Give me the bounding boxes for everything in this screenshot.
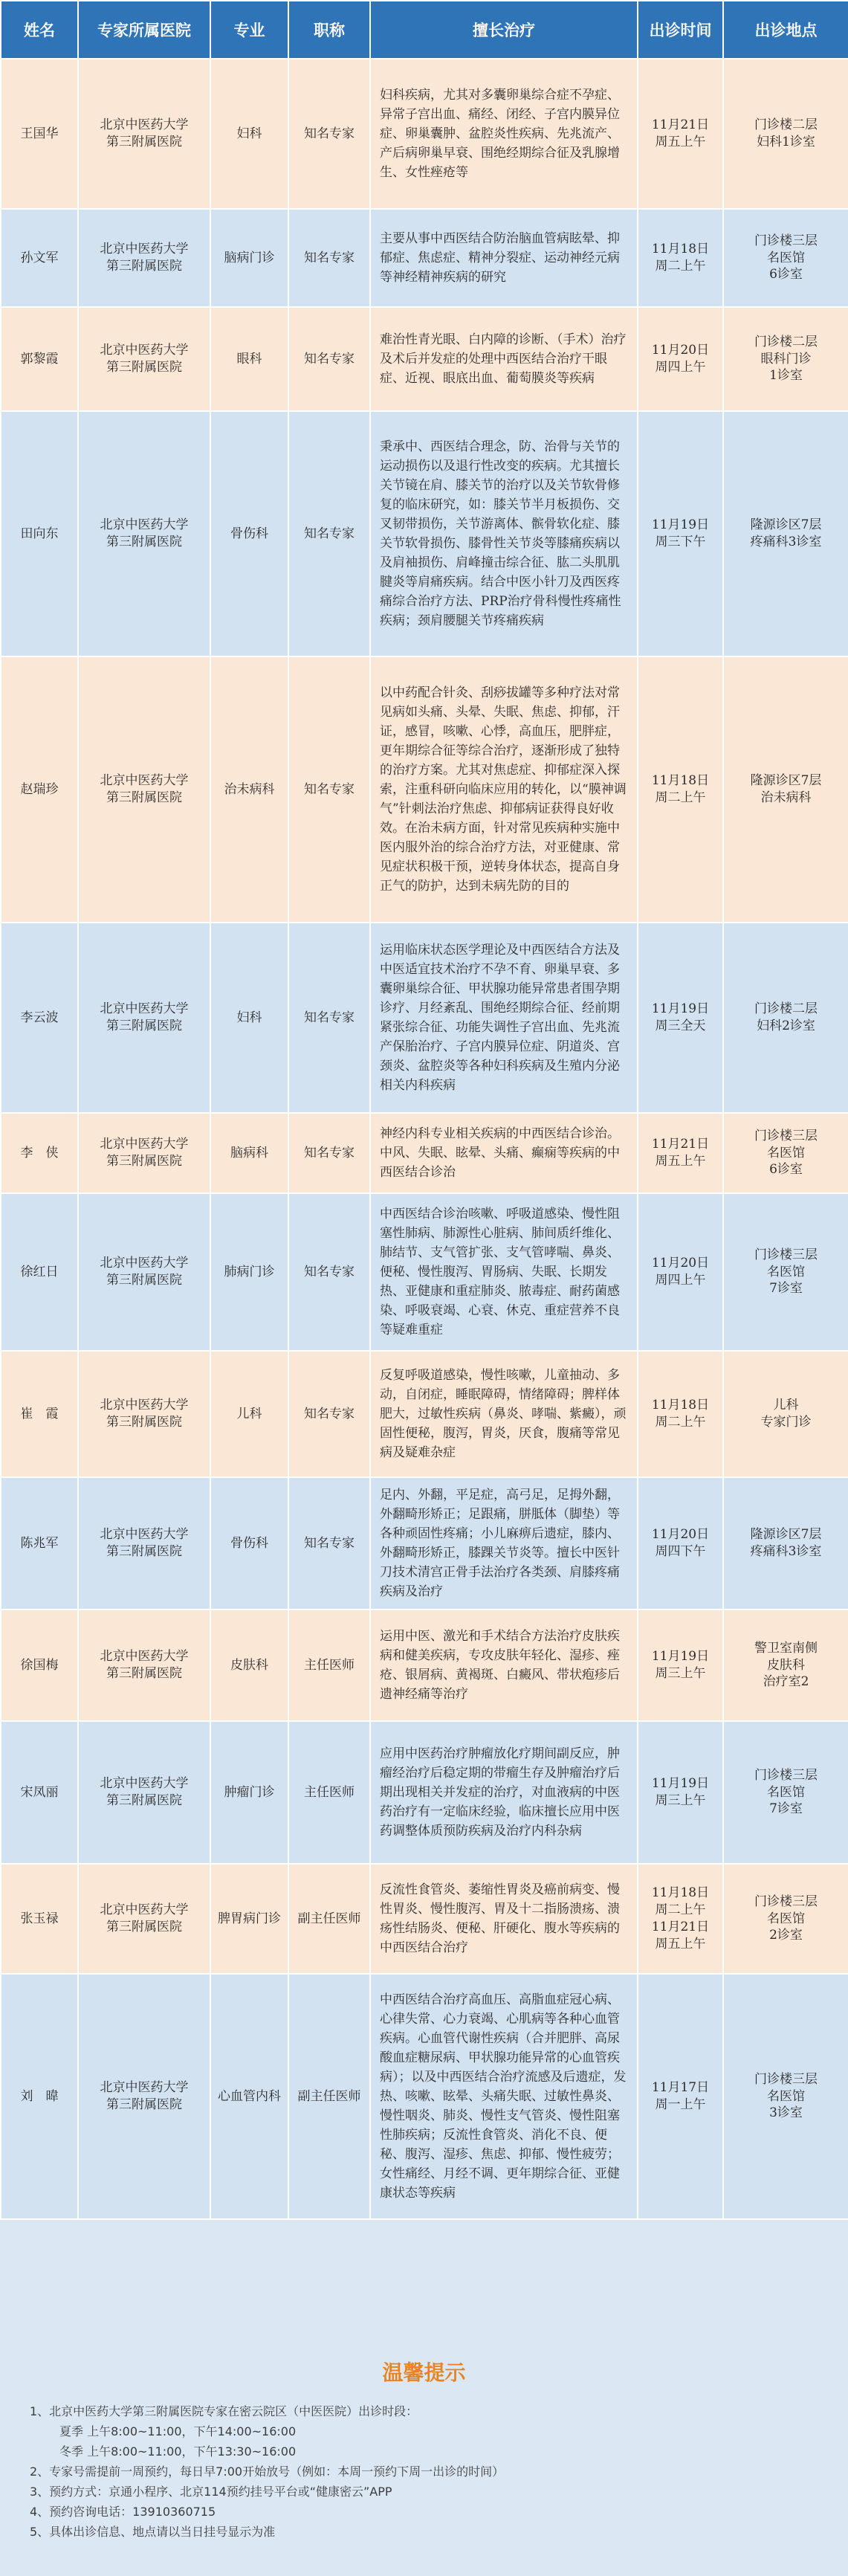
specialty: 中西医结合治疗高血压、高脂血症冠心病、心律失常、心力衰竭、心肌病等各种心血管疾病。心血管代谢性疾病（合并肥胖、高尿酸血症糖尿病、甲状腺功能异常的心血管疾病）；以及中西医结合治疗流感及后遗症，发热、咳嗽、眩晕、头痛失眠、过敏性鼻炎、慢性咽炎、肺炎、慢性支气管炎、慢性阻塞性肺疾病；反流性食管炎、消化不良、便秘、腹泻、湿疹、焦虑、抑郁、慢性疲劳；女性痛经、月经不调、更年期综合征、亚健康状态等疾病 xyxy=(370,1974,638,2219)
hospital-line: 第三附属医院 xyxy=(106,1920,182,1934)
clinic-time xyxy=(638,1193,723,1351)
clinic-time xyxy=(638,1610,723,1721)
place-line: 疼痛科3诊室 xyxy=(750,535,822,549)
doctor-title: 主任医师 xyxy=(288,1721,370,1864)
hospital-name xyxy=(78,1113,210,1193)
hospital-name xyxy=(78,923,210,1113)
clinic-time xyxy=(638,1477,723,1610)
hospital-line: 第三附属医院 xyxy=(106,259,182,274)
time-line: 周二上午 xyxy=(655,790,706,805)
hospital-line: 北京中医药大学 xyxy=(100,1001,189,1017)
hospital-line: 第三附属医院 xyxy=(106,1415,182,1430)
specialty: 反流性食管炎、萎缩性胃炎及癌前病变、慢性胃炎、慢性腹泻、胃及十二指肠溃疡、溃疡性结肠炎、便秘、肝硬化、腹水等疾病的中西医结合治疗 xyxy=(370,1864,638,1974)
notice-subitem: 冬季 上午8:00~11:00，下午13:30~16:00 xyxy=(59,2444,297,2459)
clinic-time xyxy=(638,209,723,307)
time-line: 周二上午 xyxy=(655,259,706,274)
time-line: 周三下午 xyxy=(655,535,706,549)
time-line: 周四下午 xyxy=(655,1544,706,1559)
table-row xyxy=(1,1477,848,1610)
hospital-line: 第三附属医院 xyxy=(106,1154,182,1169)
hospital-line: 北京中医药大学 xyxy=(100,773,189,789)
place-line: 隆源诊区7层 xyxy=(750,1527,822,1543)
place-line: 6诊室 xyxy=(769,1162,803,1178)
doctor-title: 主任医师 xyxy=(288,1610,370,1721)
place-line: 门诊楼三层 xyxy=(754,1128,818,1143)
hospital-line: 第三附属医院 xyxy=(106,2097,182,2112)
time-line: 11月21日 xyxy=(651,1137,710,1152)
department: 骨伤科 xyxy=(210,411,288,656)
clinic-time xyxy=(638,59,723,209)
hospital-name xyxy=(78,209,210,307)
department: 脾胃病门诊 xyxy=(210,1864,288,1974)
time-line: 11月19日 xyxy=(651,1776,710,1792)
header-department: 专业 xyxy=(210,1,288,59)
doctor-name: 赵瑞珍 xyxy=(1,656,78,923)
hospital-line: 北京中医药大学 xyxy=(100,517,189,533)
hospital-line: 北京中医药大学 xyxy=(100,117,189,133)
doctor-name: 李 侠 xyxy=(1,1113,78,1193)
doctor-name: 宋凤丽 xyxy=(1,1721,78,1864)
time-line: 11月18日 xyxy=(651,773,710,789)
time-line: 11月18日 xyxy=(651,1885,710,1901)
place-line: 隆源诊区7层 xyxy=(750,517,822,533)
hospital-line: 北京中医药大学 xyxy=(100,242,189,257)
doctor-title: 知名专家 xyxy=(288,411,370,656)
clinic-time xyxy=(638,656,723,923)
table-row xyxy=(1,1610,848,1721)
time-line: 周三上午 xyxy=(655,1666,706,1681)
place-line: 皮肤科 xyxy=(767,1657,805,1673)
specialty: 应用中医药治疗肿瘤放化疗期间副反应，肿瘤经治疗后稳定期的带瘤生存及肿瘤治疗后期出现相关并发症的治疗，对血液病的中医药治疗有一定临床经验，临床擅长应用中医药调整体质预防疾病及治疗内科杂病 xyxy=(370,1721,638,1864)
hospital-name xyxy=(78,1721,210,1864)
doctor-title: 知名专家 xyxy=(288,1351,370,1477)
place-line: 3诊室 xyxy=(769,2105,803,2121)
hospital-line: 第三附属医院 xyxy=(106,135,182,149)
clinic-time xyxy=(638,1721,723,1864)
place-line: 门诊楼二层 xyxy=(754,1001,818,1017)
place-line: 眼科门诊 xyxy=(760,351,812,367)
department: 妇科 xyxy=(210,923,288,1113)
table-row xyxy=(1,1193,848,1351)
doctor-name: 崔 霞 xyxy=(1,1351,78,1477)
notice-section xyxy=(0,2342,848,2576)
time-line: 11月19日 xyxy=(651,1649,710,1665)
doctor-title: 知名专家 xyxy=(288,1113,370,1193)
place-line: 门诊楼二层 xyxy=(754,334,818,349)
specialty: 运用临床状态医学理论及中西医结合方法及中医适宜技术治疗不孕不育、卵巢早衰、多囊卵巢综合征、甲状腺功能异常患者围孕期诊疗、月经紊乱、围绝经期综合征、经前期紧张综合征、功能失调性子宫出血、先兆流产保胎治疗、子宫内膜异位症、阴道炎、宫颈炎、盆腔炎等各种妇科疾病及生殖内分泌相关内科疾病 xyxy=(370,923,638,1113)
clinic-place xyxy=(723,1974,848,2219)
hospital-name xyxy=(78,1864,210,1974)
time-line: 11月19日 xyxy=(651,1001,710,1017)
hospital-line: 北京中医药大学 xyxy=(100,1256,189,1271)
department: 骨伤科 xyxy=(210,1477,288,1610)
department: 儿科 xyxy=(210,1351,288,1477)
header-time: 出诊时间 xyxy=(638,1,723,59)
time-line: 11月21日 xyxy=(651,1920,710,1934)
time-line: 周二上午 xyxy=(655,1902,706,1918)
table-body xyxy=(1,59,848,2219)
specialty: 主要从事中西医结合防治脑血管病眩晕、抑郁症、焦虑症、精神分裂症、运动神经元病等神经精神疾病的研究 xyxy=(370,209,638,307)
header-title: 职称 xyxy=(288,1,370,59)
clinic-time xyxy=(638,307,723,411)
clinic-place xyxy=(723,656,848,923)
clinic-place xyxy=(723,1477,848,1610)
clinic-time xyxy=(638,1974,723,2219)
hospital-line: 第三附属医院 xyxy=(106,1019,182,1033)
specialty: 运用中医、激光和手术结合方法治疗皮肤疾病和健美疾病，专攻皮肤年轻化、湿疹、痤疮、银屑病、黄褐斑、白癜风、带状疱疹后遗神经痛等治疗 xyxy=(370,1610,638,1721)
time-line: 周四上午 xyxy=(655,1273,706,1288)
doctor-name: 李云波 xyxy=(1,923,78,1113)
table-row xyxy=(1,209,848,307)
time-line: 周二上午 xyxy=(655,1415,706,1430)
time-line: 11月20日 xyxy=(651,1527,710,1543)
department: 妇科 xyxy=(210,59,288,209)
place-line: 1诊室 xyxy=(769,368,803,384)
specialty: 足内、外翻，平足症，高弓足，足拇外翻，外翻畸形矫正；足跟痛，胼胝体（脚垫）等各种顽固性疼痛；小儿麻痹后遗症，膝内、外翻畸形矫正，膝踝关节炎等。擅长中医针刀技术清宫正骨手法治疗各类颈、肩膝疼痛疾病及治疗 xyxy=(370,1477,638,1610)
specialty: 反复呼吸道感染，慢性咳嗽，儿童抽动、多动，自闭症，睡眠障碍，情绪障碍；脾样体肥大，过敏性疾病（鼻炎、哮喘、紫癜），顽固性便秘，腹泻，胃炎，厌食，腹痛等常见病及疑难杂症 xyxy=(370,1351,638,1477)
department: 脑病门诊 xyxy=(210,209,288,307)
hospital-name xyxy=(78,1974,210,2219)
hospital-line: 第三附属医院 xyxy=(106,535,182,549)
header-name: 姓名 xyxy=(1,1,78,59)
place-line: 治未病科 xyxy=(760,790,812,805)
hospital-name xyxy=(78,411,210,656)
notice-subitem: 夏季 上午8:00~11:00，下午14:00~16:00 xyxy=(59,2424,297,2438)
time-line: 周三上午 xyxy=(655,1793,706,1808)
notice-list xyxy=(30,2401,825,2542)
time-line: 11月17日 xyxy=(651,2080,710,2096)
doctor-title: 副主任医师 xyxy=(288,1974,370,2219)
table-row xyxy=(1,923,848,1113)
hospital-name xyxy=(78,307,210,411)
place-line: 门诊楼三层 xyxy=(754,1767,818,1783)
hospital-line: 第三附属医院 xyxy=(106,1793,182,1808)
hospital-line: 北京中医药大学 xyxy=(100,1527,189,1543)
place-line: 7诊室 xyxy=(769,1801,803,1817)
specialty: 以中药配合针灸、刮痧拔罐等多种疗法对常见病如头痛、头晕、失眠、焦虑、抑郁，汗证，感冒，咳嗽、心悸，高血压，肥胖症，更年期综合征等综合治疗，逐渐形成了独特的治疗方案。尤其对焦虑症、抑郁症深入探索，注重科研向临床应用的转化，以“膜神调气”针刺法治疗焦虑、抑郁病证获得良好收效。在治未病方面，针对常见疾病种实施中医内服外治的综合治疗方法，对亚健康、常见症状积极干预，逆转身体状态，提高自身正气的防护，达到未病先防的目的 xyxy=(370,656,638,923)
header-place: 出诊地点 xyxy=(723,1,848,59)
hospital-line: 北京中医药大学 xyxy=(100,343,189,358)
hospital-name xyxy=(78,1477,210,1610)
hospital-line: 北京中医药大学 xyxy=(100,1398,189,1413)
doctor-title: 知名专家 xyxy=(288,307,370,411)
place-line: 门诊楼三层 xyxy=(754,233,818,248)
table-row xyxy=(1,411,848,656)
place-line: 门诊楼二层 xyxy=(754,117,818,133)
department: 脑病科 xyxy=(210,1113,288,1193)
doctor-name: 陈兆军 xyxy=(1,1477,78,1610)
department: 皮肤科 xyxy=(210,1610,288,1721)
time-line: 周五上午 xyxy=(655,135,706,149)
doctor-name: 王国华 xyxy=(1,59,78,209)
clinic-place xyxy=(723,923,848,1113)
place-line: 名医馆 xyxy=(767,2088,805,2104)
place-line: 门诊楼三层 xyxy=(754,1247,818,1262)
doctor-title: 知名专家 xyxy=(288,1477,370,1610)
header-specialty: 擅长治疗 xyxy=(370,1,638,59)
place-line: 名医馆 xyxy=(767,1784,805,1800)
doctor-name: 郭黎霞 xyxy=(1,307,78,411)
time-line: 11月19日 xyxy=(651,517,710,533)
specialty: 妇科疾病，尤其对多囊卵巢综合症不孕症、异常子宫出血、痛经、闭经、子宫内膜异位症、卵巢囊肿、盆腔炎性疾病、先兆流产、产后病卵巢早衰、围绝经期综合征及乳腺增生、女性痤疮等 xyxy=(370,59,638,209)
doctor-title: 知名专家 xyxy=(288,59,370,209)
specialty: 中西医结合诊治咳嗽、呼吸道感染、慢性阻塞性肺病、肺源性心脏病、肺间质纤维化、肺结节、支气管扩张、支气管哮喘、鼻炎、便秘、慢性腹泻、胃肠病、失眠、长期发热、亚健康和重症肺炎、脓毒症、耐药菌感染、呼吸衰竭、心衰、休克、重症营养不良等疑难重症 xyxy=(370,1193,638,1351)
doctor-name: 孙文军 xyxy=(1,209,78,307)
hospital-name xyxy=(78,1610,210,1721)
notice-item: 3、预约方式：京通小程序、北京114预约挂号平台或“健康密云”APP xyxy=(30,2485,392,2499)
hospital-name xyxy=(78,1351,210,1477)
time-line: 11月18日 xyxy=(651,1398,710,1413)
hospital-line: 第三附属医院 xyxy=(106,1666,182,1681)
clinic-place xyxy=(723,1610,848,1721)
doctor-name: 徐国梅 xyxy=(1,1610,78,1721)
place-line: 2诊室 xyxy=(769,1928,803,1943)
place-line: 专家门诊 xyxy=(760,1415,812,1430)
clinic-place xyxy=(723,209,848,307)
time-line: 周一上午 xyxy=(655,2097,706,2112)
clinic-time xyxy=(638,1351,723,1477)
table-row xyxy=(1,59,848,209)
clinic-place xyxy=(723,307,848,411)
place-line: 名医馆 xyxy=(767,1264,805,1279)
table-row xyxy=(1,1351,848,1477)
time-line: 周四上午 xyxy=(655,360,706,375)
hospital-line: 北京中医药大学 xyxy=(100,2080,189,2096)
department: 眼科 xyxy=(210,307,288,411)
hospital-name xyxy=(78,656,210,923)
hospital-line: 第三附属医院 xyxy=(106,1273,182,1288)
notice-item: 1、北京中医药大学第三附属医院专家在密云院区（中医医院）出诊时段： xyxy=(30,2404,418,2418)
hospital-line: 第三附属医院 xyxy=(106,790,182,805)
clinic-place xyxy=(723,1864,848,1974)
clinic-place xyxy=(723,59,848,209)
place-line: 儿科 xyxy=(773,1398,799,1413)
clinic-place xyxy=(723,1721,848,1864)
doctor-name: 张玉禄 xyxy=(1,1864,78,1974)
specialty: 秉承中、西医结合理念，防、治骨与关节的运动损伤以及退行性改变的疾病。尤其擅长关节镜在肩、膝关节的治疗以及关节软骨修复的临床研究，如：膝关节半月板损伤、交叉韧带损伤，关节游离体、髌骨软化症、膝关节软骨损伤、膝骨性关节炎等膝痛疾病以及肩袖损伤、肩峰撞击综合征、肱二头肌肌腱炎等肩痛疾病。结合中医小针刀及西医疼痛综合治疗方法、PRP治疗骨科慢性疼痛性疾病；颈肩腰腿关节疼痛疾病 xyxy=(370,411,638,656)
notice-item: 2、专家号需提前一周预约，每日早7:00开始放号（例如：本周一预约下周一出诊的时间） xyxy=(30,2464,505,2479)
hospital-line: 北京中医药大学 xyxy=(100,1776,189,1792)
header-hospital: 专家所属医院 xyxy=(78,1,210,59)
place-line: 治疗室2 xyxy=(763,1674,809,1690)
time-line: 周五上午 xyxy=(655,1154,706,1169)
table-row xyxy=(1,307,848,411)
place-line: 妇科2诊室 xyxy=(757,1019,815,1033)
notice-title: 温馨提示 xyxy=(382,2360,466,2385)
doctor-title: 知名专家 xyxy=(288,923,370,1113)
hospital-line: 北京中医药大学 xyxy=(100,1902,189,1918)
doctor-name: 徐红日 xyxy=(1,1193,78,1351)
table-row xyxy=(1,1864,848,1974)
clinic-time xyxy=(638,923,723,1113)
doctor-title: 副主任医师 xyxy=(288,1864,370,1974)
table-row xyxy=(1,656,848,923)
time-line: 11月18日 xyxy=(651,242,710,257)
clinic-place xyxy=(723,1193,848,1351)
place-line: 妇科1诊室 xyxy=(757,135,815,149)
table-row xyxy=(1,1721,848,1864)
clinic-place xyxy=(723,1113,848,1193)
department: 心血管内科 xyxy=(210,1974,288,2219)
place-line: 6诊室 xyxy=(769,267,803,283)
doctor-name: 田向东 xyxy=(1,411,78,656)
hospital-line: 北京中医药大学 xyxy=(100,1649,189,1665)
hospital-line: 第三附属医院 xyxy=(106,360,182,375)
notice-item: 4、预约咨询电话：13910360715 xyxy=(30,2505,216,2519)
clinic-time xyxy=(638,1864,723,1974)
clinic-time xyxy=(638,1113,723,1193)
table-row xyxy=(1,1974,848,2219)
time-line: 周三全天 xyxy=(655,1019,706,1033)
doctor-title: 知名专家 xyxy=(288,209,370,307)
clinic-place xyxy=(723,1351,848,1477)
specialty: 神经内科专业相关疾病的中西医结合诊治。中风、失眠、眩晕、头痛、癫痫等疾病的中西医结合诊治 xyxy=(370,1113,638,1193)
time-line: 周五上午 xyxy=(655,1936,706,1952)
place-line: 隆源诊区7层 xyxy=(750,773,822,789)
notice-item: 5、具体出诊信息、地点请以当日挂号显示为准 xyxy=(30,2525,276,2539)
place-line: 门诊楼三层 xyxy=(754,2071,818,2087)
place-line: 名医馆 xyxy=(767,1911,805,1926)
place-line: 名医馆 xyxy=(767,250,805,265)
table-row xyxy=(1,1113,848,1193)
department: 肿瘤门诊 xyxy=(210,1721,288,1864)
hospital-name xyxy=(78,1193,210,1351)
place-line: 疼痛科3诊室 xyxy=(750,1544,822,1559)
clinic-place xyxy=(723,411,848,656)
place-line: 名医馆 xyxy=(767,1145,805,1161)
time-line: 11月20日 xyxy=(651,343,710,358)
department: 肺病门诊 xyxy=(210,1193,288,1351)
clinic-time xyxy=(638,411,723,656)
time-line: 11月20日 xyxy=(651,1256,710,1271)
table-header-row xyxy=(1,1,848,59)
place-line: 警卫室南侧 xyxy=(754,1640,818,1656)
doctor-title: 知名专家 xyxy=(288,656,370,923)
doctor-name: 刘 暐 xyxy=(1,1974,78,2219)
doctor-title: 知名专家 xyxy=(288,1193,370,1351)
place-line: 门诊楼三层 xyxy=(754,1894,818,1909)
place-line: 7诊室 xyxy=(769,1281,803,1297)
department: 治未病科 xyxy=(210,656,288,923)
hospital-line: 第三附属医院 xyxy=(106,1544,182,1559)
specialty: 难治性青光眼、白内障的诊断、（手术）治疗及术后并发症的处理中西医结合治疗干眼症、近视、眼底出血、葡萄膜炎等疾病 xyxy=(370,307,638,411)
hospital-name xyxy=(78,59,210,209)
hospital-line: 北京中医药大学 xyxy=(100,1137,189,1152)
time-line: 11月21日 xyxy=(651,117,710,133)
